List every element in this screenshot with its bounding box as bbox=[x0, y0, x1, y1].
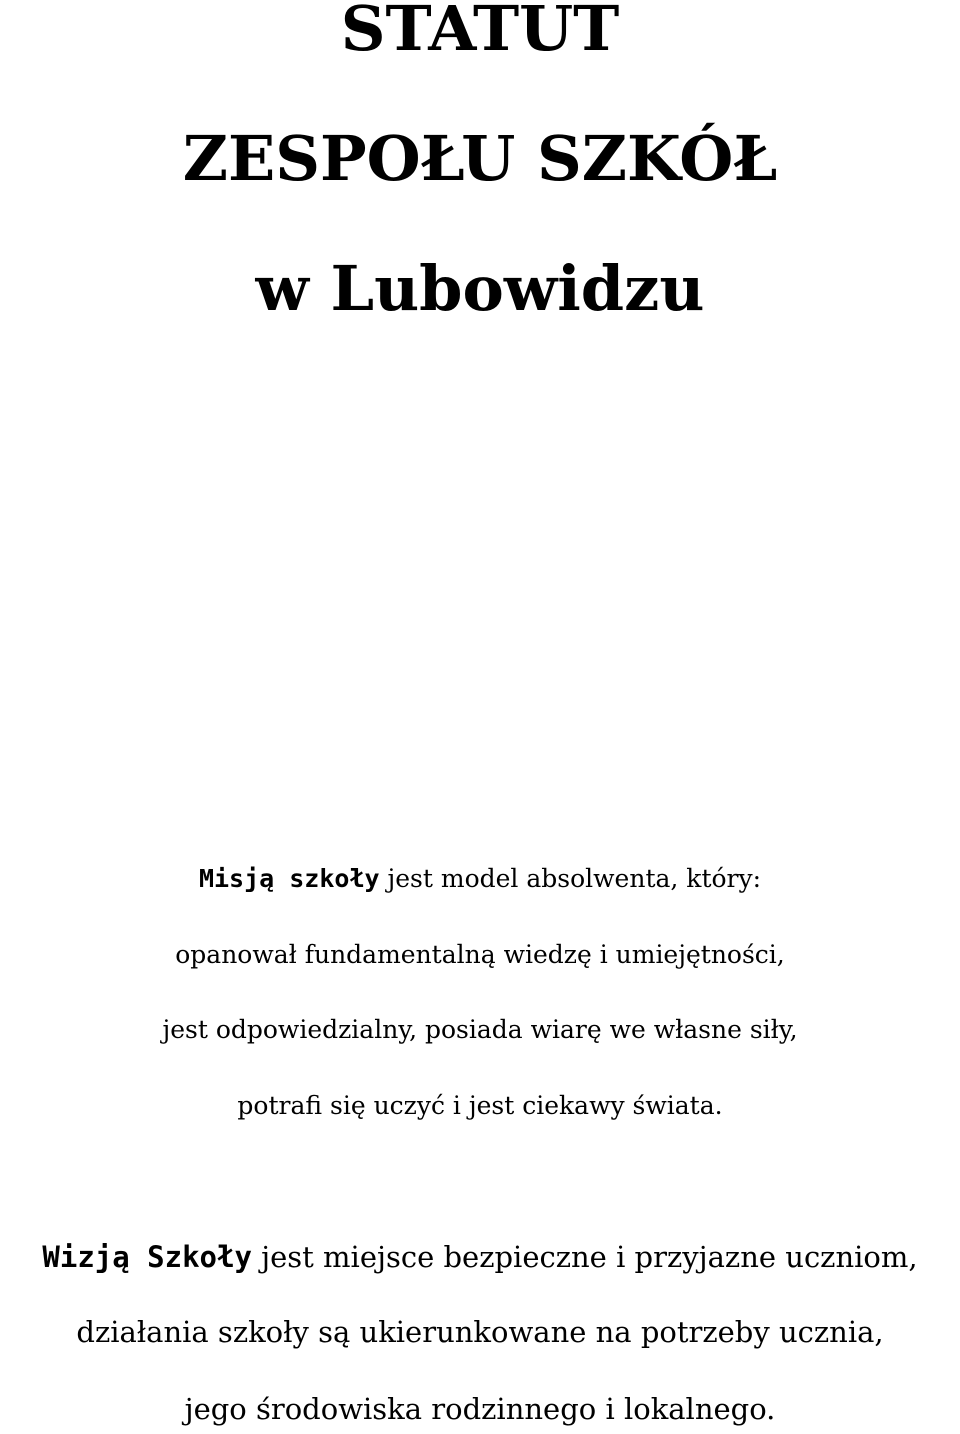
mission-line-3: jest odpowiedzialny, posiada wiarę we własne siły, bbox=[162, 1015, 798, 1044]
title-statut: STATUT bbox=[340, 0, 620, 65]
vision-lead: Wizją Szkoły bbox=[42, 1240, 252, 1274]
mission-line-4: potrafi się uczyć i jest ciekawy świata. bbox=[237, 1091, 723, 1120]
vision-line-1-text: jest miejsce bezpieczne i przyjazne uczniom, bbox=[251, 1240, 918, 1274]
vision-line-1 bbox=[0, 1240, 960, 1274]
mission-line-1 bbox=[0, 866, 960, 891]
vision-line-3: jego środowiska rodzinnego i lokalnego. bbox=[184, 1392, 776, 1426]
mission-line-1-text: jest model absolwenta, który: bbox=[379, 864, 762, 893]
mission-line-2: opanował fundamentalną wiedzę i umiejętności, bbox=[175, 940, 785, 969]
mission-lead: Misją szkoły bbox=[198, 864, 380, 893]
vision-line-2: działania szkoły są ukierunkowane na potrzeby ucznia, bbox=[76, 1315, 884, 1349]
title-location: w Lubowidzu bbox=[255, 252, 705, 325]
title-school-complex: ZESPOŁU SZKÓŁ bbox=[182, 122, 778, 195]
